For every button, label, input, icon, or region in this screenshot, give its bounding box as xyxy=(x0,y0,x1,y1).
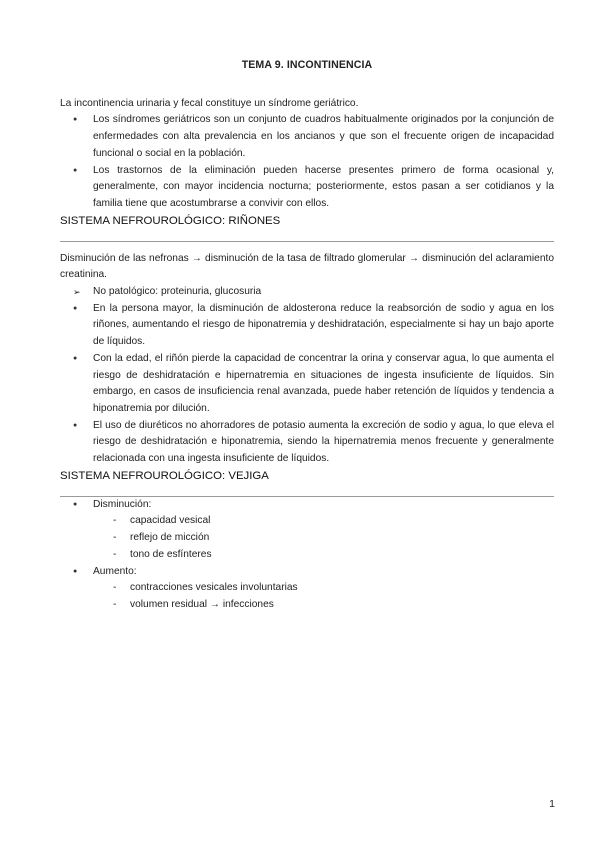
vejiga-bullet-list-2 xyxy=(60,564,554,581)
vejiga-group-disminucion xyxy=(60,497,554,514)
vejiga-bullet-list xyxy=(60,497,554,514)
section-divider xyxy=(60,241,554,242)
sublist-item: - reflejo de micción xyxy=(60,530,554,547)
vejiga-group-aumento xyxy=(60,564,554,581)
intro-bullet-1: ● Los síndromes geriátricos son un conjunto de cuadros habitualmente originados por la conjunción de enfermedades con alta prevalencia en los ancianos y que son el frecuente origen de incapacidad funcional o social en la población. xyxy=(60,112,554,162)
disminucion-sublist xyxy=(60,513,554,563)
nefronas-paragraph: Disminución de las nefronas → disminución de la tasa de filtrado glomerular → disminución del aclaramiento creatinina. xyxy=(60,252,554,281)
rinones-bullet-list xyxy=(60,301,554,468)
document-page xyxy=(60,57,554,614)
intro-bullet-2: ● Los trastornos de la eliminación pueden hacerse presentes primero de forma ocasional y, generalmente, con mayor incidencia nocturna; posteriormente, estos pasan a ser cotidianos y la familia tiene que acostumbrarse a convivir con ellos. xyxy=(60,163,554,213)
aumento-sublist xyxy=(60,580,554,613)
group-label: Disminución: xyxy=(93,498,152,510)
intro-paragraph: La incontinencia urinaria y fecal constituye un síndrome geriátrico. xyxy=(60,97,359,109)
intro-bullet-list xyxy=(60,112,554,212)
page-number: 1 xyxy=(549,798,555,810)
sublist-item: - volumen residual → infecciones xyxy=(60,597,554,614)
section-heading-rinones: SISTEMA NEFROUROLÓGICO: RIÑONES xyxy=(60,214,281,227)
arrow-item-text: No patológico: proteinuria, glucosuria xyxy=(93,286,262,298)
rinones-bullet-1: ● En la persona mayor, la disminución de aldosterona reduce la reabsorción de sodio y agua en los riñones, aumentando el riesgo de hiponatremia y deshidratación, especialmente si hay un bajo aporte de líquidos. xyxy=(60,301,554,351)
sublist-item: - capacidad vesical xyxy=(60,513,554,530)
sublist-item: - tono de esfínteres xyxy=(60,547,554,564)
arrow-bullet-icon: ➢ xyxy=(73,287,81,298)
document-title: TEMA 9. INCONTINENCIA xyxy=(241,59,373,71)
rinones-bullet-3: ● El uso de diuréticos no ahorradores de potasio aumenta la excreción de sodio y agua, lo que eleva el riesgo de deshidratación e hiponatremia, siendo la hipernatremia menos frecuente y generalmente relacionada con una ingesta insuficiente de líquidos. xyxy=(60,418,554,468)
sublist-item: - contracciones vesicales involuntarias xyxy=(60,580,554,597)
rinones-bullet-2: ● Con la edad, el riñón pierde la capacidad de concentrar la orina y conservar agua, lo que aumenta el riesgo de deshidratación e hipernatremia en situaciones de ingesta insuficiente de líquidos. Sin embargo, en casos de insuficiencia renal avanzada, puede haber retención de líquidos y tendencia a hiponatremia por dilución. xyxy=(60,351,554,418)
arrow-list-item xyxy=(60,284,554,301)
group-label: Aumento: xyxy=(93,565,137,577)
section-heading-vejiga: SISTEMA NEFROUROLÓGICO: VEJIGA xyxy=(60,469,269,482)
